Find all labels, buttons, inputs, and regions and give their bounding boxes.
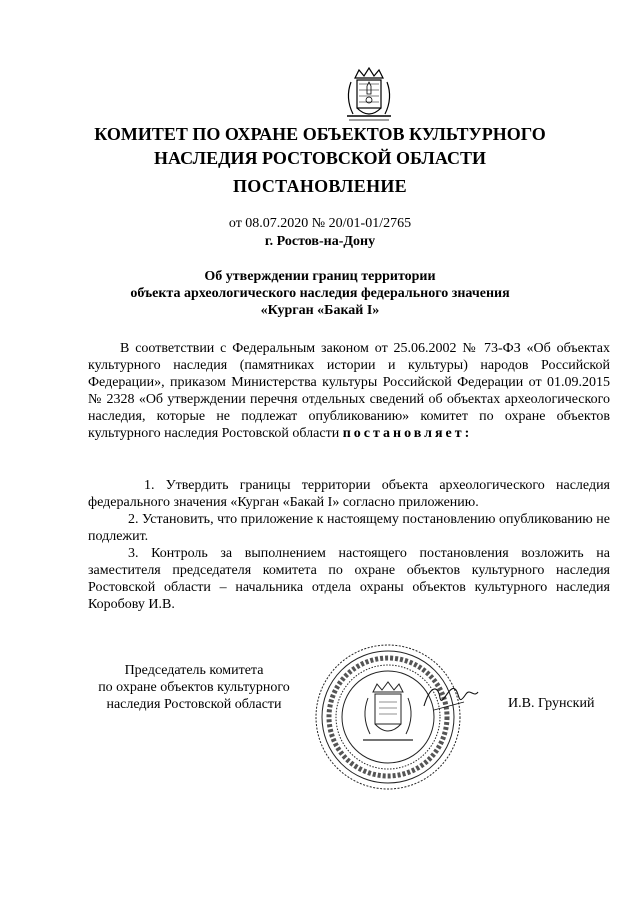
document-date-number: от 08.07.2020 № 20/01-01/2765 [228, 216, 412, 231]
subject-line-3: «Курган «Бакай I» [260, 303, 380, 318]
signer-title-line-1: Председатель комитета [124, 663, 264, 678]
signer-title-line-3: наследия Ростовской области [106, 697, 282, 712]
decree-keyword: постановляет: [342, 426, 473, 441]
signer-title-line-2: по охране объектов культурного [98, 680, 290, 695]
document-type: ПОСТАНОВЛЕНИЕ [233, 176, 407, 196]
signer-name: И.В. Грунский [508, 696, 595, 711]
org-line-1: КОМИТЕТ ПО ОХРАНЕ ОБЪЕКТОВ КУЛЬТУРНОГО [94, 124, 546, 144]
subject-line-1: Об утверждении границ территории [204, 269, 436, 284]
subject-line-2: объекта археологического наследия федерального значения [130, 286, 510, 301]
decree-item-2: 2. Установить, что приложение к настоящему постановлению опубликованию не подлежит. [88, 512, 610, 544]
signer-title [84, 662, 304, 713]
coat-of-arms-icon [337, 64, 401, 128]
official-seal-icon [313, 642, 463, 792]
preamble-text: В соответствии с Федеральным законом от 25.06.2002 № 73-ФЗ «Об объектах культурного наследия (памятниках истории и культуры) народов Российской Федерации», приказом Министерства культуры Российской Федерации от 01.09.2015 № 2328 «Об утверждении перечня отдельных сведений об объектах археологического наследия, которые не подлежат опубликованию» комитет по охране объектов культурного наследия Ростовской области [88, 341, 610, 441]
document-city: г. Ростов-на-Дону [264, 234, 376, 249]
organization-name [0, 122, 640, 170]
document-subject [0, 268, 640, 319]
org-line-2: НАСЛЕДИЯ РОСТОВСКОЙ ОБЛАСТИ [154, 148, 486, 168]
handwritten-signature-icon [420, 676, 480, 716]
decree-item-1: 1. Утвердить границы территории объекта археологического наследия федерального значения «Курган «Бакай I» согласно приложению. [88, 478, 610, 510]
decree-item-3: 3. Контроль за выполнением настоящего постановления возложить на заместителя председателя комитета по охране объектов культурного наследия Ростовской области – начальника отдела охраны объектов культурного наследия Коробову И.В. [88, 546, 610, 612]
preamble-paragraph [88, 340, 610, 442]
